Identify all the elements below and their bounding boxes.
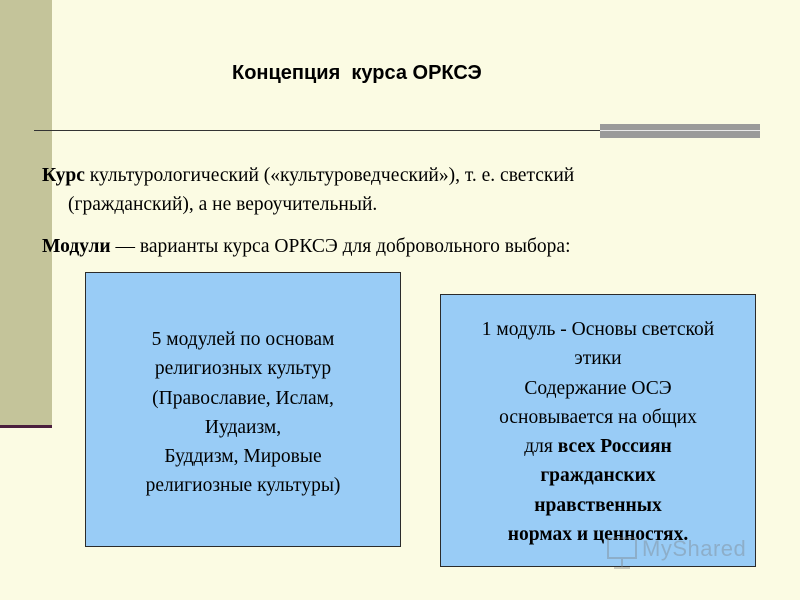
- slide-title: Концепция курса ОРКСЭ: [232, 62, 482, 84]
- box-left-line: Иудаизм,: [204, 416, 282, 438]
- paragraph-course-text: культурологический («культуроведческий»), т. е. светский: [84, 165, 575, 186]
- title-rule-block-line: [600, 130, 760, 131]
- box-right-line: Содержание ОСЭ: [524, 377, 672, 399]
- box-right-line: [441, 491, 755, 520]
- paragraph-modules-text: — варианты курса ОРКСЭ для добровольного выбора:: [110, 236, 571, 257]
- left-decor-line: [0, 425, 52, 428]
- paragraph-modules-bold: Модули: [42, 236, 111, 257]
- box-left-line: религиозные культуры): [145, 475, 341, 497]
- title-rule: [34, 130, 600, 131]
- box-left-line: (Православие, Ислам,: [152, 387, 334, 409]
- box-left-line: Буддизм, Мировые: [164, 446, 322, 468]
- paragraph-course-line2: (гражданский), а не вероучительный.: [68, 194, 378, 215]
- paragraph-course-bold: Курс: [42, 165, 85, 186]
- box-right-line-bold: нравственных: [534, 494, 662, 516]
- box-right-line: 1 модуль - Основы светской: [481, 319, 715, 340]
- watermark-logo: [602, 532, 762, 572]
- box-right-line-bold: всех Россиян: [557, 436, 672, 458]
- box-left-line: 5 модулей по основам: [151, 329, 335, 350]
- watermark-text: MyShared: [642, 536, 747, 561]
- box-right-line: [441, 461, 755, 490]
- paragraph-course: [42, 161, 732, 219]
- title-rule-block: [600, 124, 760, 138]
- box-right-line-bold: нормах и ценностях.: [507, 524, 689, 546]
- paragraph-modules: [42, 232, 742, 261]
- religious-modules-box: [85, 272, 401, 547]
- presentation-icon: [602, 532, 642, 572]
- box-right-line: [441, 432, 755, 461]
- box-right-line: основывается на общих: [499, 406, 697, 428]
- box-right-line-plain: для: [524, 436, 558, 458]
- box-right-line-bold: гражданских: [540, 465, 656, 487]
- secular-ethics-box: [440, 294, 756, 567]
- box-right-line: этики: [574, 348, 622, 370]
- box-left-line: религиозных культур: [154, 358, 332, 380]
